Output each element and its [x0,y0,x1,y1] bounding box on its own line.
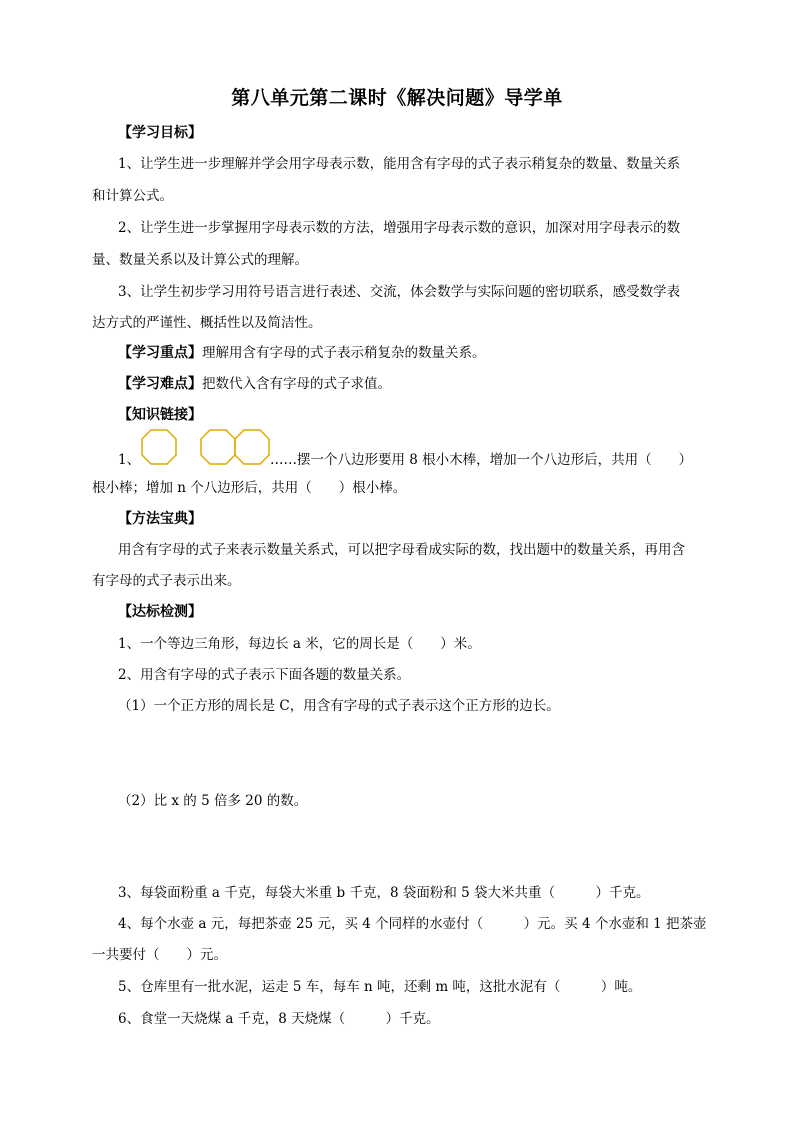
knowledge-link-heading: 【知识链接】 [118,407,202,423]
page-title: 第八单元第二课时《解决问题》导学单 [231,87,563,109]
goal-2-line-2: 量、数量关系以及计算公式的理解。 [92,252,308,268]
double-octagon-figure [199,428,271,466]
difficulty-row [118,374,391,394]
link-text-line-2: 根小棒；增加 n 个八边形后，共用（ ）根小棒。 [92,480,407,496]
goal-3-line-1: 3、让学生初步学习用符号语言进行表述、交流，体会数学与实际问题的密切联系，感受数学表 [118,284,681,300]
question-3: 3、每袋面粉重 a 千克，每袋大米重 b 千克，8 袋面粉和 5 袋大米共重（ ）千克。 [118,885,650,901]
question-5: 5、仓库里有一批水泥，运走 5 车，每车 n 吨，还剩 m 吨，这批水泥有（ ）吨。 [118,979,642,995]
goal-3-line-2: 达方式的严谨性、概括性以及简洁性。 [92,315,322,331]
question-2-part-2: （2）比 x 的 5 倍多 20 的数。 [118,793,308,809]
difficulty-heading: 【学习难点】 [118,376,202,392]
question-2-part-1: （1）一个正方形的周长是 C，用含有字母的式子表示这个正方形的边长。 [118,698,560,714]
key-point-heading: 【学习重点】 [118,345,202,361]
single-octagon-figure [140,428,178,466]
test-heading: 【达标检测】 [118,604,202,620]
method-heading: 【方法宝典】 [118,511,202,527]
link-number: 1、 [118,452,141,468]
question-4-line-2: 一共要付（ ）元。 [92,947,227,963]
question-6: 6、食堂一天烧煤 a 千克，8 天烧煤（ ）千克。 [118,1011,440,1027]
difficulty-text: 把数代入含有字母的式子求值。 [202,376,391,392]
goal-2-line-1: 2、让学生进一步掌握用字母表示数的方法，增强用字母表示数的意识，加深对用字母表示的数 [118,220,681,236]
goals-heading: 【学习目标】 [118,125,202,141]
method-line-1: 用含有字母的式子来表示数量关系式，可以把字母看成实际的数，找出题中的数量关系，再用含 [118,542,685,558]
question-2: 2、用含有字母的式子表示下面各题的数量关系。 [118,667,411,683]
question-1: 1、一个等边三角形，每边长 a 米，它的周长是（ ）米。 [118,636,481,652]
goal-1-line-1: 1、让学生进一步理解并学会用字母表示数，能用含有字母的式子表示稍复杂的数量、数量关系 [118,156,681,172]
question-4-line-1: 4、每个水壶 a 元，每把茶壶 25 元，买 4 个同样的水壶付（ ）元。买 4 个水壶和 1 把茶壶 [118,916,707,932]
link-text-line-1: ……摆一个八边形要用 8 根小木棒，增加一个八边形后，共用（ ） [270,452,693,468]
method-line-2: 有字母的式子表示出来。 [92,573,241,589]
goal-1-line-2: 和计算公式。 [92,188,173,204]
key-point-text: 理解用含有字母的式子表示稍复杂的数量关系。 [202,345,486,361]
key-point-row [118,343,486,363]
